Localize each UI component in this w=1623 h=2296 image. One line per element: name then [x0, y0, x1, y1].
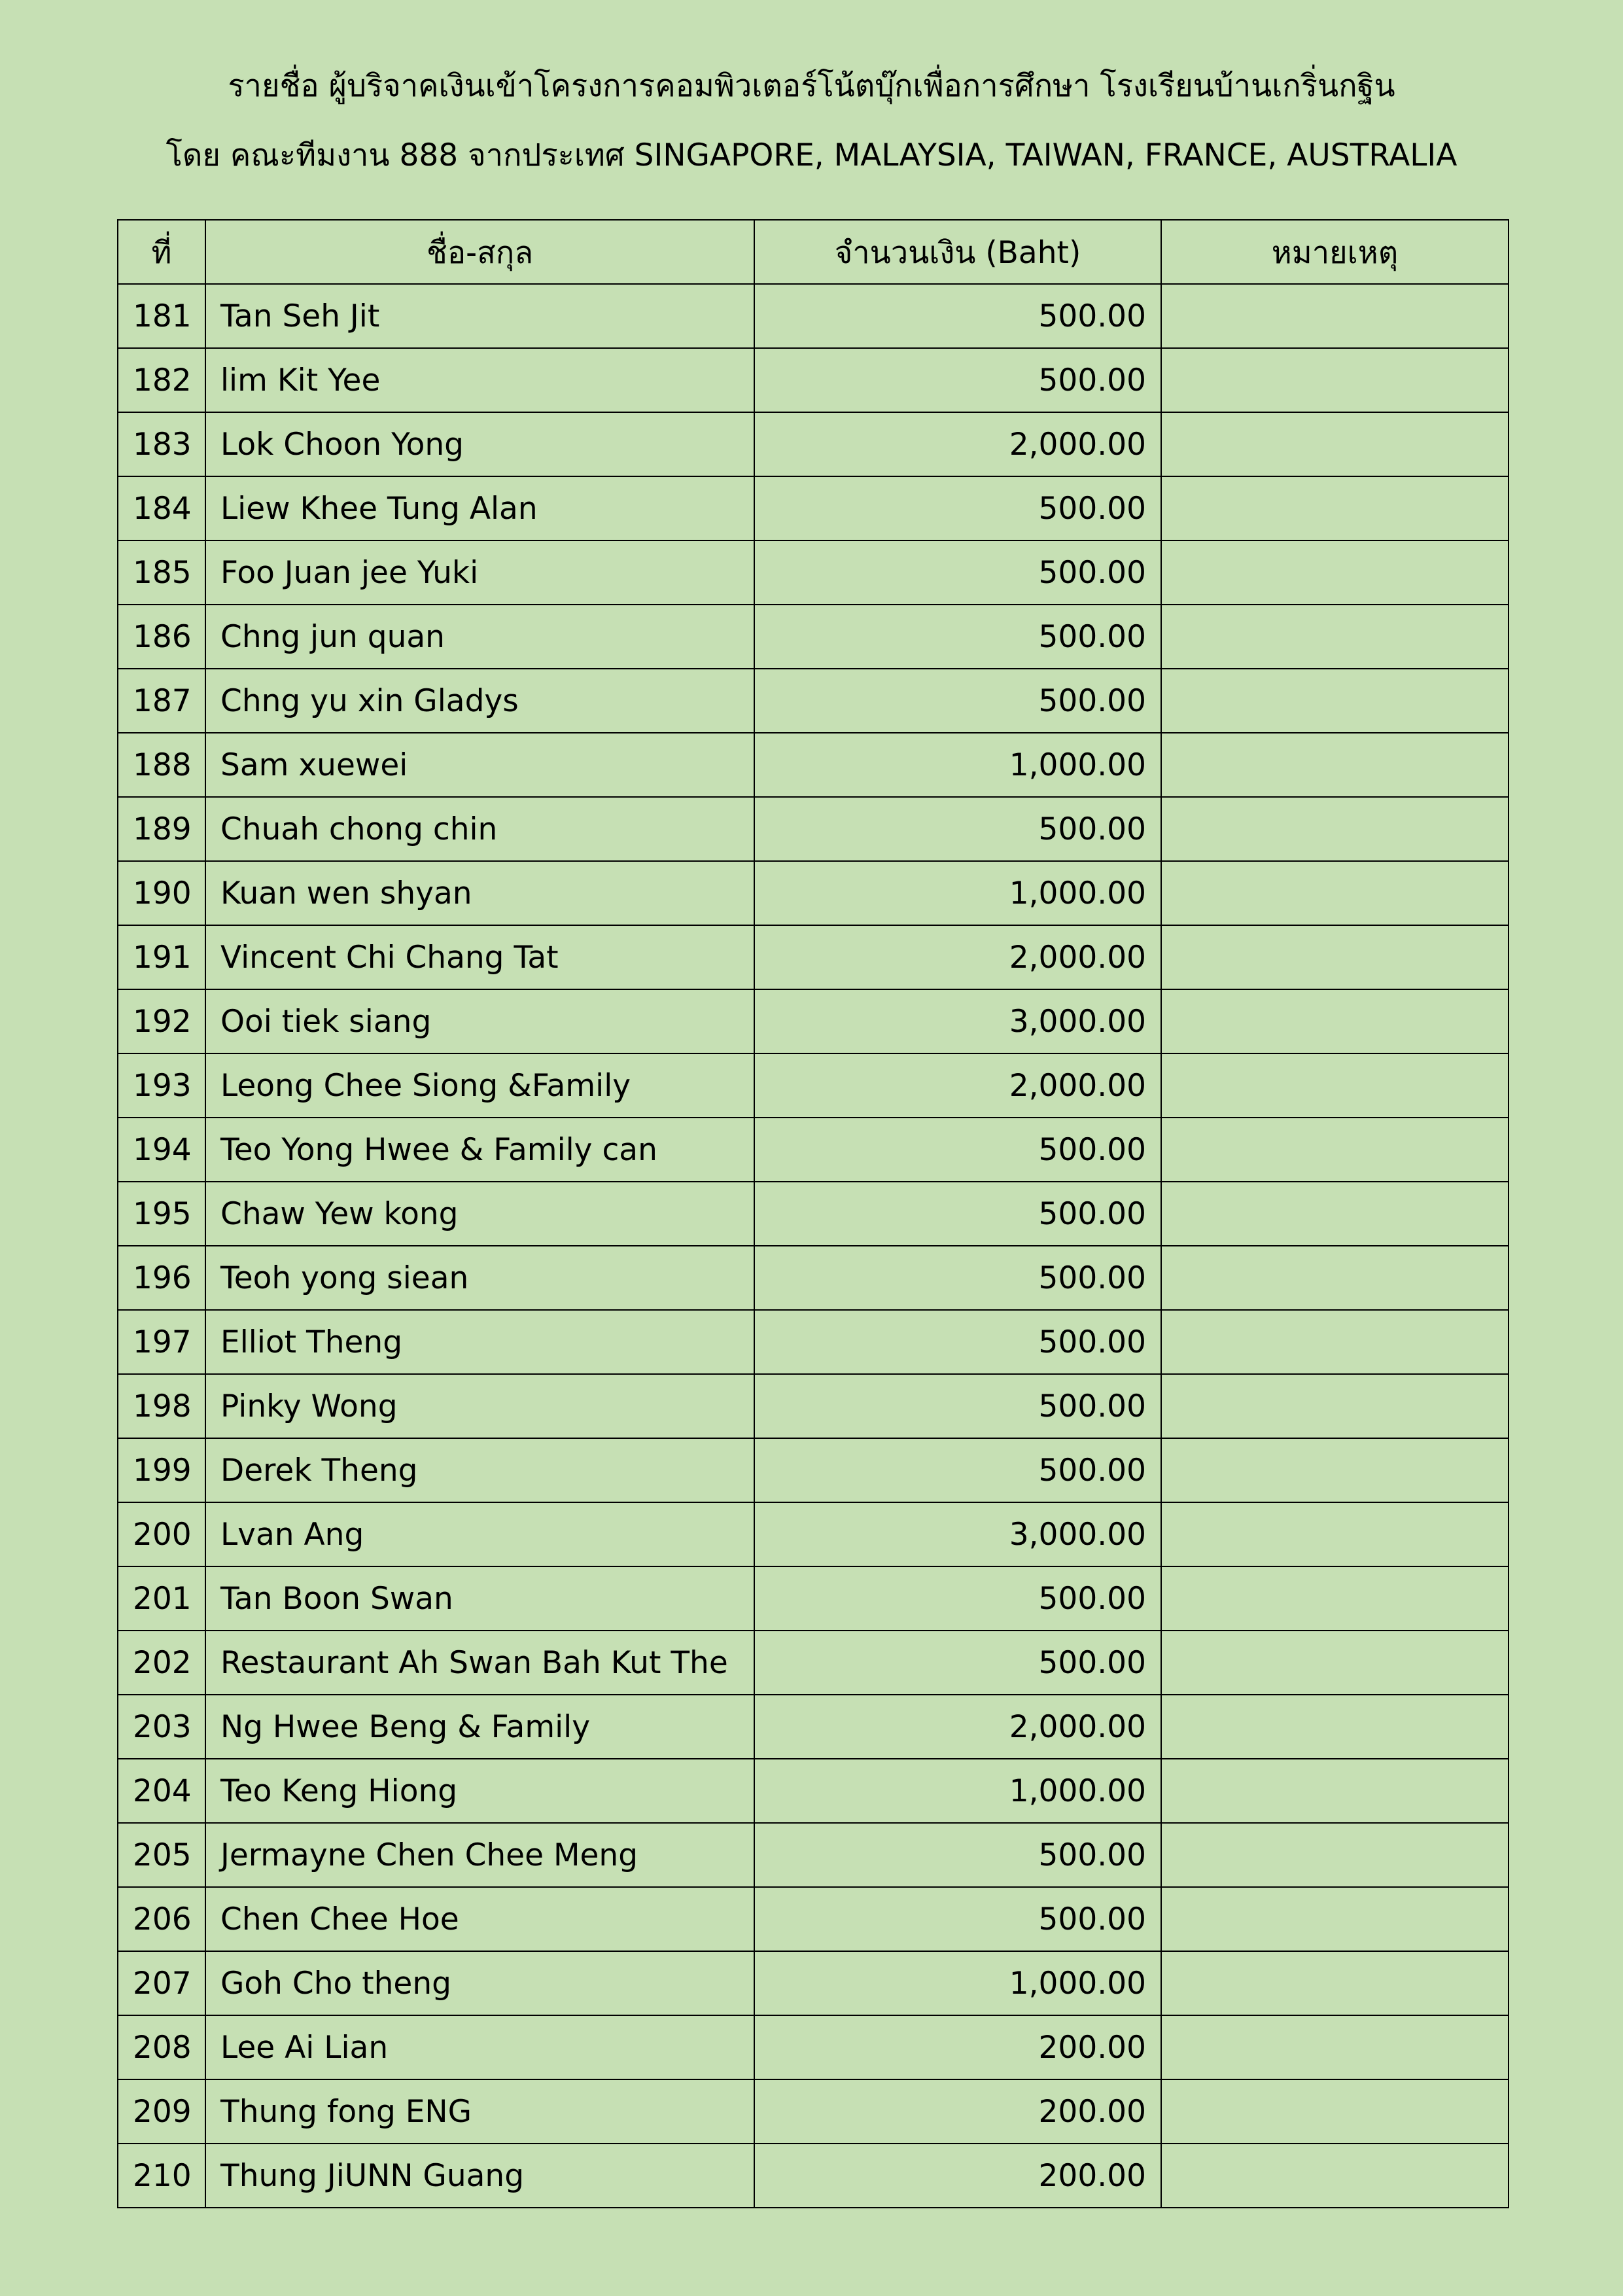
donation-amount: 200.00 [754, 2079, 1161, 2144]
donation-amount: 500.00 [754, 797, 1161, 861]
remarks-cell [1161, 1438, 1509, 1502]
donation-amount: 500.00 [754, 1246, 1161, 1310]
table-row [118, 2015, 1509, 2079]
donation-amount: 2,000.00 [754, 1053, 1161, 1118]
remarks-cell [1161, 1759, 1509, 1823]
row-number: 197 [118, 1310, 205, 1374]
donation-amount: 2,000.00 [754, 925, 1161, 989]
table-row [118, 1887, 1509, 1951]
row-number: 201 [118, 1566, 205, 1631]
column-header-name: ชื่อ-สกุล [205, 220, 754, 284]
table-row [118, 1759, 1509, 1823]
donor-name: Lee Ai Lian [205, 2015, 754, 2079]
remarks-cell [1161, 1374, 1509, 1438]
donation-amount: 1,000.00 [754, 1759, 1161, 1823]
document-title: รายชื่อ ผู้บริจาคเงินเข้าโครงการคอมพิวเตอร์โน้ตบุ๊กเพื่อการศึกษา โรงเรียนบ้านเกริ่นกฐิน [228, 68, 1395, 104]
remarks-cell [1161, 1631, 1509, 1695]
donor-name: Lvan Ang [205, 1502, 754, 1566]
table-row [118, 1118, 1509, 1182]
donor-name: Chng jun quan [205, 605, 754, 669]
row-number: 188 [118, 733, 205, 797]
donation-amount: 500.00 [754, 540, 1161, 605]
row-number: 195 [118, 1182, 205, 1246]
table-row [118, 1631, 1509, 1695]
remarks-cell [1161, 1502, 1509, 1566]
donation-amount: 500.00 [754, 669, 1161, 733]
donor-name: lim Kit Yee [205, 348, 754, 412]
table-row [118, 797, 1509, 861]
table-row [118, 605, 1509, 669]
donor-name: Chuah chong chin [205, 797, 754, 861]
row-number: 191 [118, 925, 205, 989]
table-row [118, 540, 1509, 605]
table-row [118, 925, 1509, 989]
row-number: 199 [118, 1438, 205, 1502]
donation-amount: 200.00 [754, 2144, 1161, 2208]
table-row [118, 412, 1509, 476]
remarks-cell [1161, 797, 1509, 861]
donation-amount: 3,000.00 [754, 989, 1161, 1053]
donation-amount: 500.00 [754, 1631, 1161, 1695]
row-number: 186 [118, 605, 205, 669]
donation-amount: 500.00 [754, 1374, 1161, 1438]
table-row [118, 989, 1509, 1053]
donation-amount: 500.00 [754, 1310, 1161, 1374]
row-number: 184 [118, 476, 205, 540]
remarks-cell [1161, 989, 1509, 1053]
row-number: 183 [118, 412, 205, 476]
table-row [118, 1374, 1509, 1438]
donor-name: Chng yu xin Gladys [205, 669, 754, 733]
donation-amount: 500.00 [754, 605, 1161, 669]
donation-amount: 500.00 [754, 1438, 1161, 1502]
donation-amount: 500.00 [754, 348, 1161, 412]
donor-name: Tan Boon Swan [205, 1566, 754, 1631]
row-number: 200 [118, 1502, 205, 1566]
row-number: 202 [118, 1631, 205, 1695]
remarks-cell [1161, 2079, 1509, 2144]
donor-name: Thung JiUNN Guang [205, 2144, 754, 2208]
donation-amount: 500.00 [754, 1182, 1161, 1246]
donor-name: Thung fong ENG [205, 2079, 754, 2144]
donor-name: Liew Khee Tung Alan [205, 476, 754, 540]
donor-name: Pinky Wong [205, 1374, 754, 1438]
column-header-amount: จำนวนเงิน (Baht) [754, 220, 1161, 284]
donation-amount: 2,000.00 [754, 412, 1161, 476]
row-number: 205 [118, 1823, 205, 1887]
donation-amount: 1,000.00 [754, 1951, 1161, 2015]
row-number: 185 [118, 540, 205, 605]
donation-amount: 500.00 [754, 1566, 1161, 1631]
table-row [118, 284, 1509, 348]
row-number: 193 [118, 1053, 205, 1118]
table-row [118, 1246, 1509, 1310]
donor-name: Teo Yong Hwee & Family can [205, 1118, 754, 1182]
donor-name: Lok Choon Yong [205, 412, 754, 476]
donation-amount: 2,000.00 [754, 1695, 1161, 1759]
donor-name: Chaw Yew kong [205, 1182, 754, 1246]
donor-name: Ng Hwee Beng & Family [205, 1695, 754, 1759]
donor-name: Elliot Theng [205, 1310, 754, 1374]
remarks-cell [1161, 1951, 1509, 2015]
donor-name: Restaurant Ah Swan Bah Kut The [205, 1631, 754, 1695]
row-number: 198 [118, 1374, 205, 1438]
row-number: 203 [118, 1695, 205, 1759]
remarks-cell [1161, 1246, 1509, 1310]
row-number: 204 [118, 1759, 205, 1823]
donor-name: Foo Juan jee Yuki [205, 540, 754, 605]
donation-amount: 500.00 [754, 1823, 1161, 1887]
table-row [118, 1823, 1509, 1887]
row-number: 206 [118, 1887, 205, 1951]
remarks-cell [1161, 669, 1509, 733]
table-row [118, 1951, 1509, 2015]
remarks-cell [1161, 861, 1509, 925]
remarks-cell [1161, 540, 1509, 605]
table-row [118, 2144, 1509, 2208]
remarks-cell [1161, 2144, 1509, 2208]
remarks-cell [1161, 925, 1509, 989]
table-row [118, 2079, 1509, 2144]
table-row [118, 861, 1509, 925]
remarks-cell [1161, 2015, 1509, 2079]
donation-amount: 1,000.00 [754, 861, 1161, 925]
donor-name: Jermayne Chen Chee Meng [205, 1823, 754, 1887]
row-number: 208 [118, 2015, 205, 2079]
donor-name: Goh Cho theng [205, 1951, 754, 2015]
donor-table-body [118, 284, 1509, 2208]
row-number: 182 [118, 348, 205, 412]
column-header-number: ที่ [118, 220, 205, 284]
column-header-remarks: หมายเหตุ [1161, 220, 1509, 284]
row-number: 187 [118, 669, 205, 733]
remarks-cell [1161, 1053, 1509, 1118]
row-number: 207 [118, 1951, 205, 2015]
table-row [118, 1566, 1509, 1631]
remarks-cell [1161, 1566, 1509, 1631]
table-row [118, 669, 1509, 733]
donation-amount: 1,000.00 [754, 733, 1161, 797]
table-row [118, 733, 1509, 797]
remarks-cell [1161, 733, 1509, 797]
remarks-cell [1161, 1310, 1509, 1374]
donation-amount: 3,000.00 [754, 1502, 1161, 1566]
donor-name: Tan Seh Jit [205, 284, 754, 348]
donation-amount: 500.00 [754, 1118, 1161, 1182]
remarks-cell [1161, 348, 1509, 412]
donor-name: Kuan wen shyan [205, 861, 754, 925]
row-number: 190 [118, 861, 205, 925]
donation-amount: 500.00 [754, 1887, 1161, 1951]
donor-name: Vincent Chi Chang Tat [205, 925, 754, 989]
row-number: 196 [118, 1246, 205, 1310]
table-row [118, 1053, 1509, 1118]
table-row [118, 348, 1509, 412]
table-row [118, 1310, 1509, 1374]
donor-name: Leong Chee Siong &Family [205, 1053, 754, 1118]
row-number: 192 [118, 989, 205, 1053]
donor-name: Ooi tiek siang [205, 989, 754, 1053]
donation-amount: 500.00 [754, 476, 1161, 540]
donor-name: Sam xuewei [205, 733, 754, 797]
remarks-cell [1161, 605, 1509, 669]
remarks-cell [1161, 284, 1509, 348]
remarks-cell [1161, 1823, 1509, 1887]
table-row [118, 1502, 1509, 1566]
table-row [118, 476, 1509, 540]
remarks-cell [1161, 1118, 1509, 1182]
document-subtitle: โดย คณะทีมงาน 888 จากประเทศ SINGAPORE, MALAYSIA, TAIWAN, FRANCE, AUSTRALIA [166, 137, 1457, 173]
row-number: 189 [118, 797, 205, 861]
remarks-cell [1161, 1182, 1509, 1246]
remarks-cell [1161, 1887, 1509, 1951]
row-number: 181 [118, 284, 205, 348]
remarks-cell [1161, 1695, 1509, 1759]
row-number: 209 [118, 2079, 205, 2144]
remarks-cell [1161, 412, 1509, 476]
donor-name: Teoh yong siean [205, 1246, 754, 1310]
table-header-row [118, 220, 1509, 284]
donation-amount: 200.00 [754, 2015, 1161, 2079]
table-row [118, 1695, 1509, 1759]
row-number: 194 [118, 1118, 205, 1182]
table-row [118, 1182, 1509, 1246]
donor-name: Derek Theng [205, 1438, 754, 1502]
donor-name: Teo Keng Hiong [205, 1759, 754, 1823]
donor-name: Chen Chee Hoe [205, 1887, 754, 1951]
donor-table [117, 219, 1509, 2208]
table-row [118, 1438, 1509, 1502]
remarks-cell [1161, 476, 1509, 540]
donation-amount: 500.00 [754, 284, 1161, 348]
row-number: 210 [118, 2144, 205, 2208]
